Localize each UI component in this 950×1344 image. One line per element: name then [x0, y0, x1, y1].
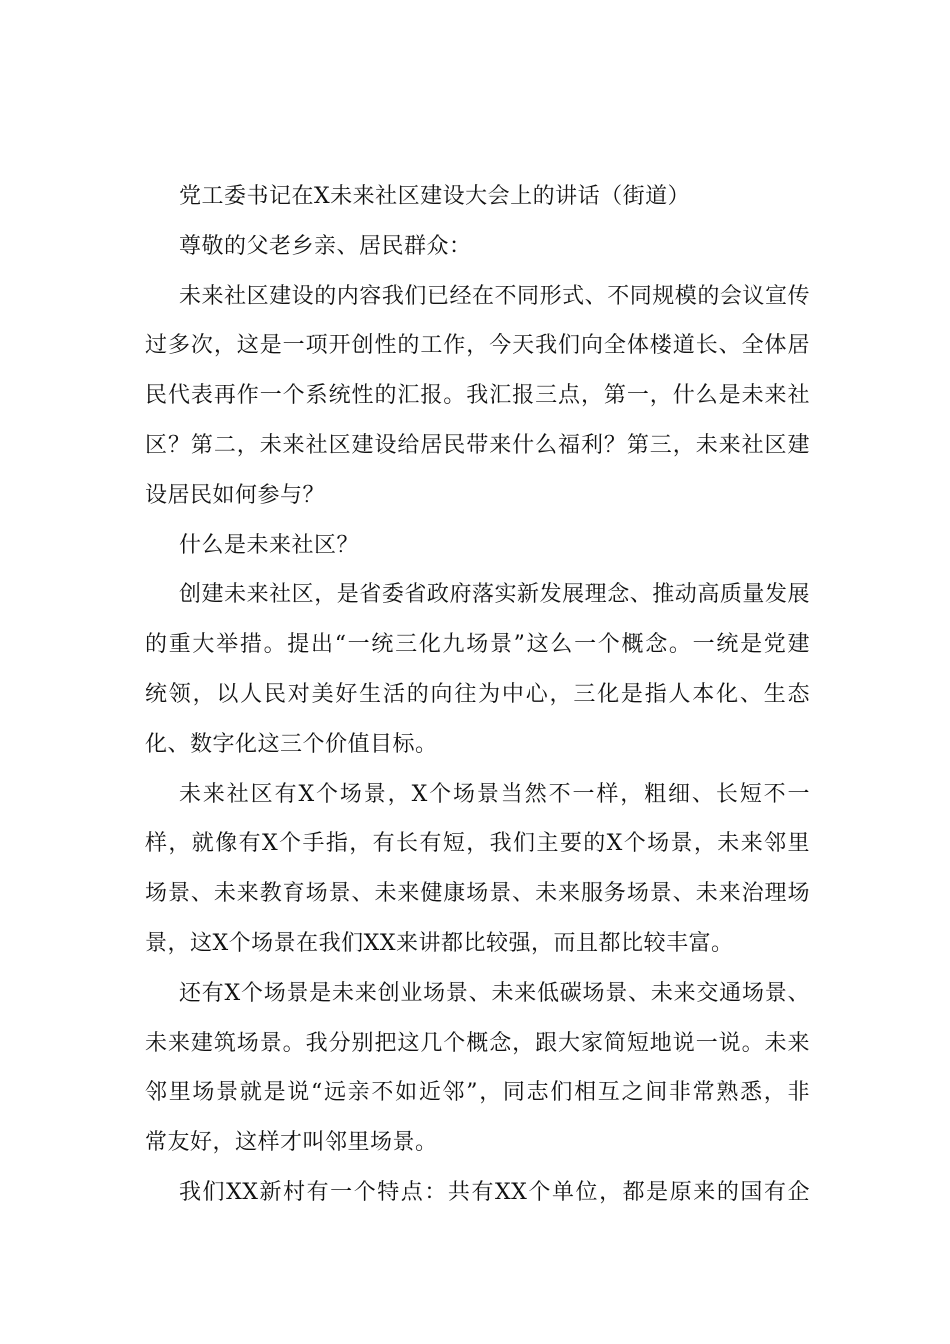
paragraph-line: 的重大举措。提出“一统三化九场景”这么一个概念。一统是党建 — [145, 632, 810, 658]
document-body — [145, 172, 810, 1218]
paragraph-line: 创建未来社区，是省委省政府落实新发展理念、推动高质量发展 — [179, 582, 810, 608]
paragraph-line: 景，这X个场景在我们XX来讲都比较强，而且都比较丰富。 — [145, 930, 734, 956]
paragraph-line: 未来建筑场景。我分别把这几个概念，跟大家简短地说一说。未来 — [145, 1030, 810, 1056]
paragraph-line: 区？第二，未来社区建设给居民带来什么福利？第三，未来社区建 — [145, 432, 810, 458]
paragraph-line: 未来社区有X个场景，X个场景当然不一样，粗细、长短不一 — [179, 781, 810, 807]
document-title: 党工委书记在X未来社区建设大会上的讲话（街道） — [179, 184, 691, 209]
paragraph-line: 常友好，这样才叫邻里场景。 — [145, 1130, 438, 1156]
paragraph-line: 化、数字化这三个价值目标。 — [145, 731, 438, 757]
paragraph-4 — [145, 770, 810, 969]
paragraph-line: 过多次，这是一项开创性的工作，今天我们向全体楼道长、全体居 — [145, 333, 810, 359]
paragraph-line: 邻里场景就是说“远亲不如近邻”，同志们相互之间非常熟悉，非 — [145, 1080, 810, 1106]
paragraph-line: 什么是未来社区？ — [179, 532, 360, 558]
section-heading — [145, 521, 810, 571]
paragraph-1 — [145, 272, 810, 521]
paragraph-line: 样，就像有X个手指，有长有短，我们主要的X个场景，未来邻里 — [145, 831, 810, 857]
paragraph-line: 统领，以人民对美好生活的向往为中心，三化是指人本化、生态 — [145, 681, 810, 707]
paragraph-line: 民代表再作一个系统性的汇报。我汇报三点，第一，什么是未来社 — [145, 383, 810, 409]
paragraph-6 — [145, 1168, 810, 1218]
greeting-line: 尊敬的父老乡亲、居民群众： — [179, 233, 472, 259]
paragraph-line: 设居民如何参与？ — [145, 482, 326, 508]
paragraph-5 — [145, 969, 810, 1168]
paragraph-line: 我们XX新村有一个特点：共有XX个单位，都是原来的国有企 — [179, 1179, 810, 1205]
paragraph-3 — [145, 570, 810, 769]
paragraph-line: 场景、未来教育场景、未来健康场景、未来服务场景、未来治理场 — [145, 881, 810, 907]
paragraph-line: 还有X个场景是未来创业场景、未来低碳场景、未来交通场景、 — [179, 980, 810, 1006]
paragraph-line: 未来社区建设的内容我们已经在不同形式、不同规模的会议宣传 — [179, 283, 810, 309]
